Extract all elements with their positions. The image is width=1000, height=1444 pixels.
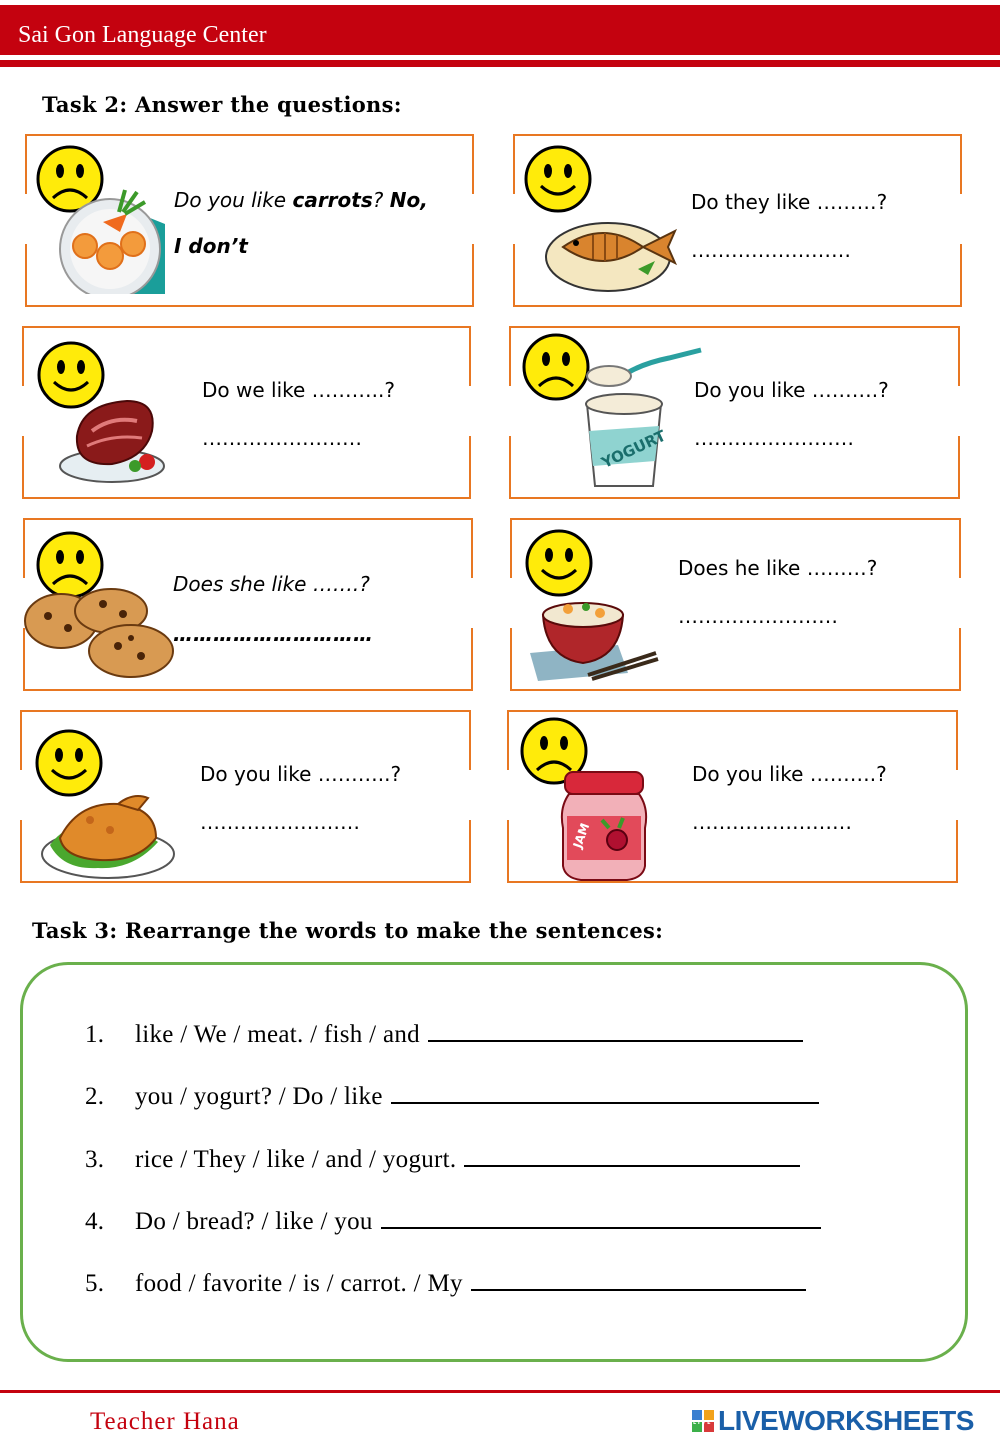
sentence-number: 4. bbox=[85, 1208, 105, 1235]
liveworksheets-logo bbox=[692, 1405, 974, 1437]
sentence-words: food / favorite / is / carrot. / My bbox=[135, 1270, 463, 1297]
card-question: Do you like ………..? bbox=[200, 762, 402, 786]
sentence-row-3 bbox=[85, 1145, 800, 1174]
sentence-row-4 bbox=[85, 1207, 821, 1236]
fish-plate-icon bbox=[543, 209, 683, 294]
jam-jar-icon bbox=[557, 768, 652, 883]
happy-face-icon bbox=[524, 528, 594, 598]
teacher-name: Teacher Hana bbox=[90, 1408, 240, 1435]
logo-mark-text: L I V E bbox=[693, 1420, 711, 1426]
card-answer: …………………… bbox=[202, 426, 362, 450]
card-question: Do we like ………..? bbox=[202, 378, 395, 402]
answer-blank[interactable] bbox=[428, 1020, 803, 1042]
task2-title: Task 2: Answer the questions: bbox=[42, 92, 402, 117]
sentence-number: 1. bbox=[85, 1021, 105, 1048]
card-answer: I don’t bbox=[174, 234, 248, 258]
happy-face-icon bbox=[34, 728, 104, 798]
card-answer: …………………… bbox=[694, 426, 854, 450]
question-card-1 bbox=[25, 134, 472, 306]
sentence-words: you / yogurt? / Do / like bbox=[135, 1083, 383, 1110]
happy-face-icon bbox=[523, 144, 593, 214]
answer-blank[interactable] bbox=[464, 1145, 800, 1167]
sentence-number: 2. bbox=[85, 1083, 105, 1110]
footer-divider bbox=[0, 1390, 1000, 1393]
answer-blank[interactable] bbox=[471, 1269, 806, 1291]
card-question: Does she like …….? bbox=[173, 572, 370, 596]
card-answer: ………………………… bbox=[173, 622, 373, 646]
yogurt-cup-icon bbox=[579, 346, 704, 491]
card-question: Do you like carrots? No, bbox=[174, 188, 428, 212]
header-title: Sai Gon Language Center bbox=[18, 22, 267, 48]
sentence-number: 5. bbox=[85, 1270, 105, 1297]
card-question: Do you like ……….? bbox=[692, 762, 887, 786]
card-answer: …………………… bbox=[678, 604, 838, 628]
sentence-words: Do / bread? / like / you bbox=[135, 1208, 373, 1235]
sentence-words: like / We / meat. / fish / and bbox=[135, 1021, 420, 1048]
rice-bowl-icon bbox=[528, 593, 663, 683]
steak-icon bbox=[57, 396, 172, 488]
question-card-3 bbox=[22, 326, 469, 498]
logo-text: LIVEWORKSHEETS bbox=[718, 1405, 974, 1436]
question-card-8 bbox=[507, 710, 954, 882]
yogurt-label: YOGURT bbox=[598, 426, 669, 472]
jar-label: JAM bbox=[570, 821, 593, 851]
answer-blank[interactable] bbox=[391, 1082, 819, 1104]
card-question: Do you like ……….? bbox=[694, 378, 889, 402]
carrots-plate-icon bbox=[55, 184, 170, 294]
liveworksheets-mark-icon bbox=[692, 1410, 714, 1432]
sentence-row-1 bbox=[85, 1020, 803, 1049]
question-card-2 bbox=[513, 134, 960, 306]
sentence-row-2 bbox=[85, 1082, 819, 1111]
question-card-5 bbox=[23, 518, 470, 690]
sentence-number: 3. bbox=[85, 1146, 105, 1173]
sentence-row-5 bbox=[85, 1269, 806, 1298]
task3-title: Task 3: Rearrange the words to make the sentences: bbox=[32, 918, 664, 943]
card-question: Does he like ………? bbox=[678, 556, 878, 580]
card-answer: …………………… bbox=[691, 238, 851, 262]
cookies-icon bbox=[23, 586, 178, 681]
header-divider bbox=[0, 60, 1000, 67]
card-answer: …………………… bbox=[200, 810, 360, 834]
card-question: Do they like ………? bbox=[691, 190, 888, 214]
roast-chicken-icon bbox=[38, 790, 178, 882]
header-bar bbox=[0, 5, 1000, 55]
question-card-6 bbox=[510, 518, 957, 690]
card-answer: …………………… bbox=[692, 810, 852, 834]
question-card-4 bbox=[509, 326, 956, 498]
sentence-words: rice / They / like / and / yogurt. bbox=[135, 1146, 457, 1173]
answer-blank[interactable] bbox=[381, 1207, 821, 1229]
question-card-7 bbox=[20, 710, 467, 882]
